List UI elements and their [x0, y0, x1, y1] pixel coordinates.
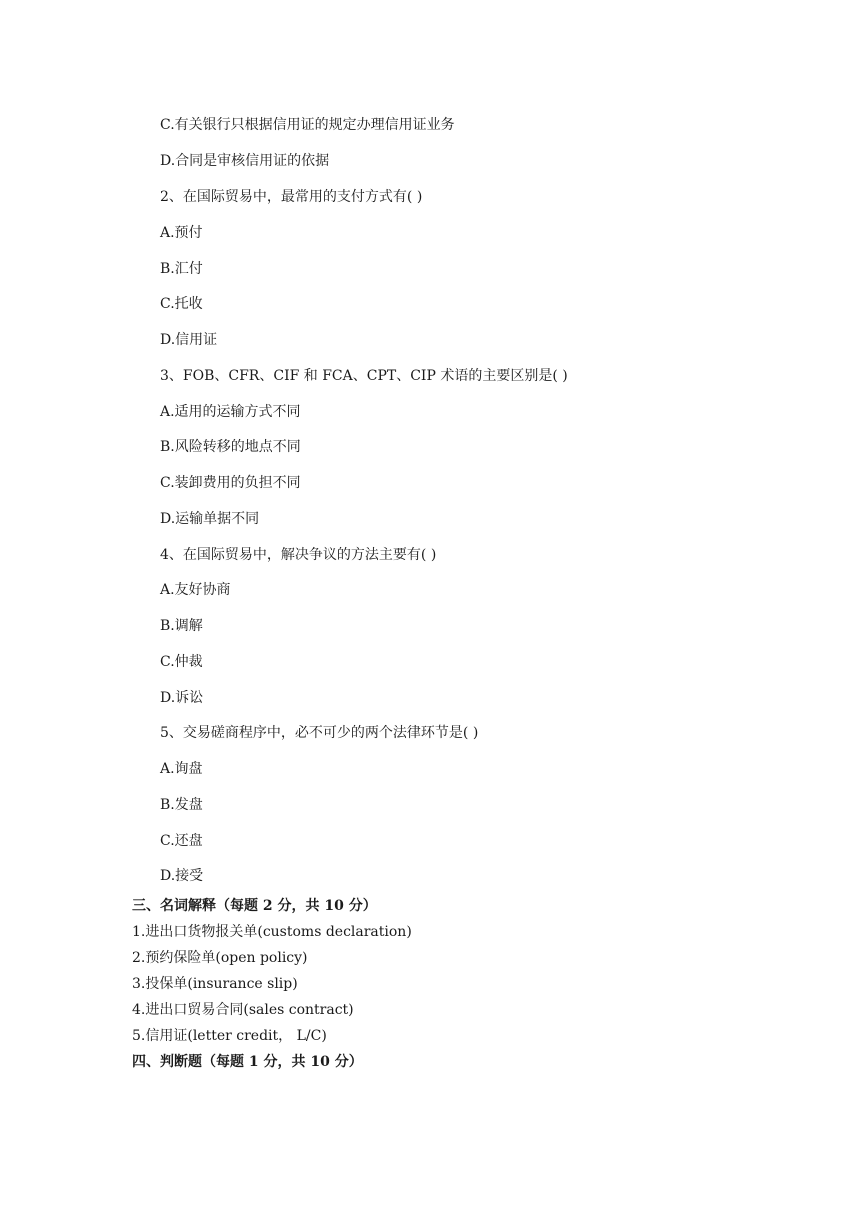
- question-3-stem: 3、FOB、CFR、CIF 和 FCA、CPT、CIP 术语的主要区别是( ): [160, 368, 568, 384]
- question-5-option-c: C.还盘: [160, 833, 203, 849]
- question-1-option-c: C.有关银行只根据信用证的规定办理信用证业务: [160, 117, 455, 133]
- section-3-heading: 三、名词解释（每题 2 分，共 10 分）: [132, 898, 377, 914]
- term-2: 2.预约保险单(open policy): [132, 950, 308, 966]
- term-4: 4.进出口贸易合同(sales contract): [132, 1002, 354, 1018]
- question-2-option-d: D.信用证: [160, 332, 218, 348]
- question-5-option-d: D.接受: [160, 868, 204, 884]
- question-5-option-a: A.询盘: [160, 761, 203, 777]
- question-3-option-c: C.装卸费用的负担不同: [160, 475, 301, 491]
- term-1: 1.进出口货物报关单(customs declaration): [132, 924, 412, 940]
- question-4-option-b: B.调解: [160, 618, 203, 634]
- question-2-option-b: B.汇付: [160, 261, 203, 277]
- term-5: 5.信用证(letter credit， L/C): [132, 1028, 327, 1044]
- question-4-option-d: D.诉讼: [160, 690, 204, 706]
- question-3-option-d: D.运输单据不同: [160, 511, 260, 527]
- question-2-option-a: A.预付: [160, 225, 203, 241]
- question-3-option-b: B.风险转移的地点不同: [160, 439, 301, 455]
- question-4-stem: 4、在国际贸易中，解决争议的方法主要有( ): [160, 547, 437, 563]
- question-2-stem: 2、在国际贸易中，最常用的支付方式有( ): [160, 189, 423, 205]
- section-4-heading: 四、判断题（每题 1 分，共 10 分）: [132, 1054, 363, 1070]
- question-5-stem: 5、交易磋商程序中，必不可少的两个法律环节是( ): [160, 725, 479, 741]
- question-3-option-a: A.适用的运输方式不同: [160, 404, 301, 420]
- question-1-option-d: D.合同是审核信用证的依据: [160, 153, 330, 169]
- question-5-option-b: B.发盘: [160, 797, 203, 813]
- question-2-option-c: C.托收: [160, 296, 203, 312]
- question-4-option-c: C.仲裁: [160, 654, 203, 670]
- question-4-option-a: A.友好协商: [160, 582, 231, 598]
- term-3: 3.投保单(insurance slip): [132, 976, 298, 992]
